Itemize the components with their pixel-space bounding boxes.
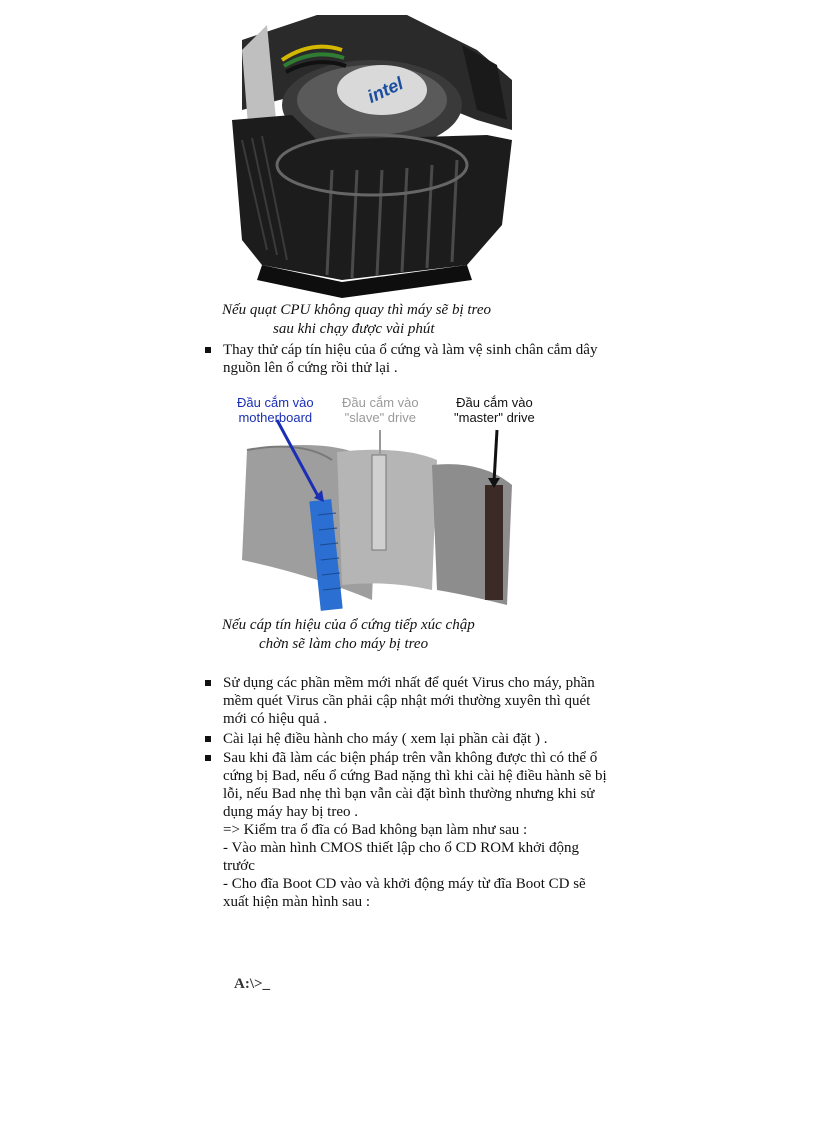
label-motherboard-line1: Đầu cắm vào (237, 395, 314, 410)
label-motherboard (237, 395, 314, 425)
figure1-caption-line2: sau khi chạy được vài phút (273, 321, 435, 337)
bullet4-line5: => Kiểm tra ổ đĩa có Bad không bạn làm như sau : (223, 822, 528, 838)
ide-cable-image (222, 390, 542, 615)
figure2-caption-line1: Nếu cáp tín hiệu của ổ cứng tiếp xúc chập (222, 617, 475, 633)
label-slave-line1: Đầu cắm vào (342, 395, 419, 410)
bullet1-line1: Thay thử cáp tín hiệu của ổ cứng và làm vệ sinh chân cắm dây (223, 342, 598, 358)
figure2-caption-line2: chờn sẽ làm cho máy bị treo (259, 636, 429, 652)
cpu-fan-image (222, 10, 522, 300)
bullet1-line2: nguồn lên ổ cứng rồi thử lại . (223, 360, 398, 376)
label-slave (342, 395, 419, 425)
list-item (205, 341, 640, 377)
bullet-icon (205, 755, 211, 761)
bullet-icon (205, 736, 211, 742)
bullet-icon (205, 680, 211, 686)
bullet2-line2: mềm quét Virus cần phải cập nhật mới thường xuyên thì quét (223, 693, 591, 709)
label-master-line2: "master" drive (454, 410, 535, 425)
bullet4-line4: dụng máy hay bị treo . (223, 804, 358, 820)
list-item (205, 730, 640, 748)
bullet4-line1: Sau khi đã làm các biện pháp trên vẫn không được thì có thể ổ (223, 750, 598, 766)
bullet4-line3: lỗi, nếu Bad nhẹ thì bạn vẫn cài đặt bình thường nhưng khi sử (223, 786, 595, 802)
label-motherboard-line2: motherboard (238, 410, 313, 425)
bullet4-line7: trước (223, 858, 255, 874)
list-item (205, 749, 640, 911)
bullet4-line9: xuất hiện màn hình sau : (223, 894, 371, 910)
bullet4-line6: - Vào màn hình CMOS thiết lập cho ổ CD ROM khởi động (223, 840, 579, 856)
bullet2-line1: Sử dụng các phần mềm mới nhất để quét Virus cho máy, phần (223, 675, 595, 691)
figure1-caption-line1: Nếu quạt CPU không quay thì máy sẽ bị treo (222, 302, 491, 318)
dos-prompt: A:\>_ (234, 976, 271, 992)
label-master-line1: Đầu cắm vào (456, 395, 533, 410)
bullet2-line3: mới có hiệu quả . (223, 711, 328, 727)
bullet-icon (205, 347, 211, 353)
fan-logo: intel (364, 73, 407, 107)
label-master (454, 395, 535, 425)
list-item (205, 674, 640, 728)
bullet4-line2: cứng bị Bad, nếu ổ cứng Bad nặng thì khi cài hệ điều hành sẽ bị (223, 768, 607, 784)
bullet3-line1: Cài lại hệ điều hành cho máy ( xem lại phần cài đặt ) . (223, 731, 548, 747)
bullet4-line8: - Cho đĩa Boot CD vào và khởi động máy từ đĩa Boot CD sẽ (223, 876, 586, 892)
label-slave-line2: "slave" drive (344, 410, 416, 425)
